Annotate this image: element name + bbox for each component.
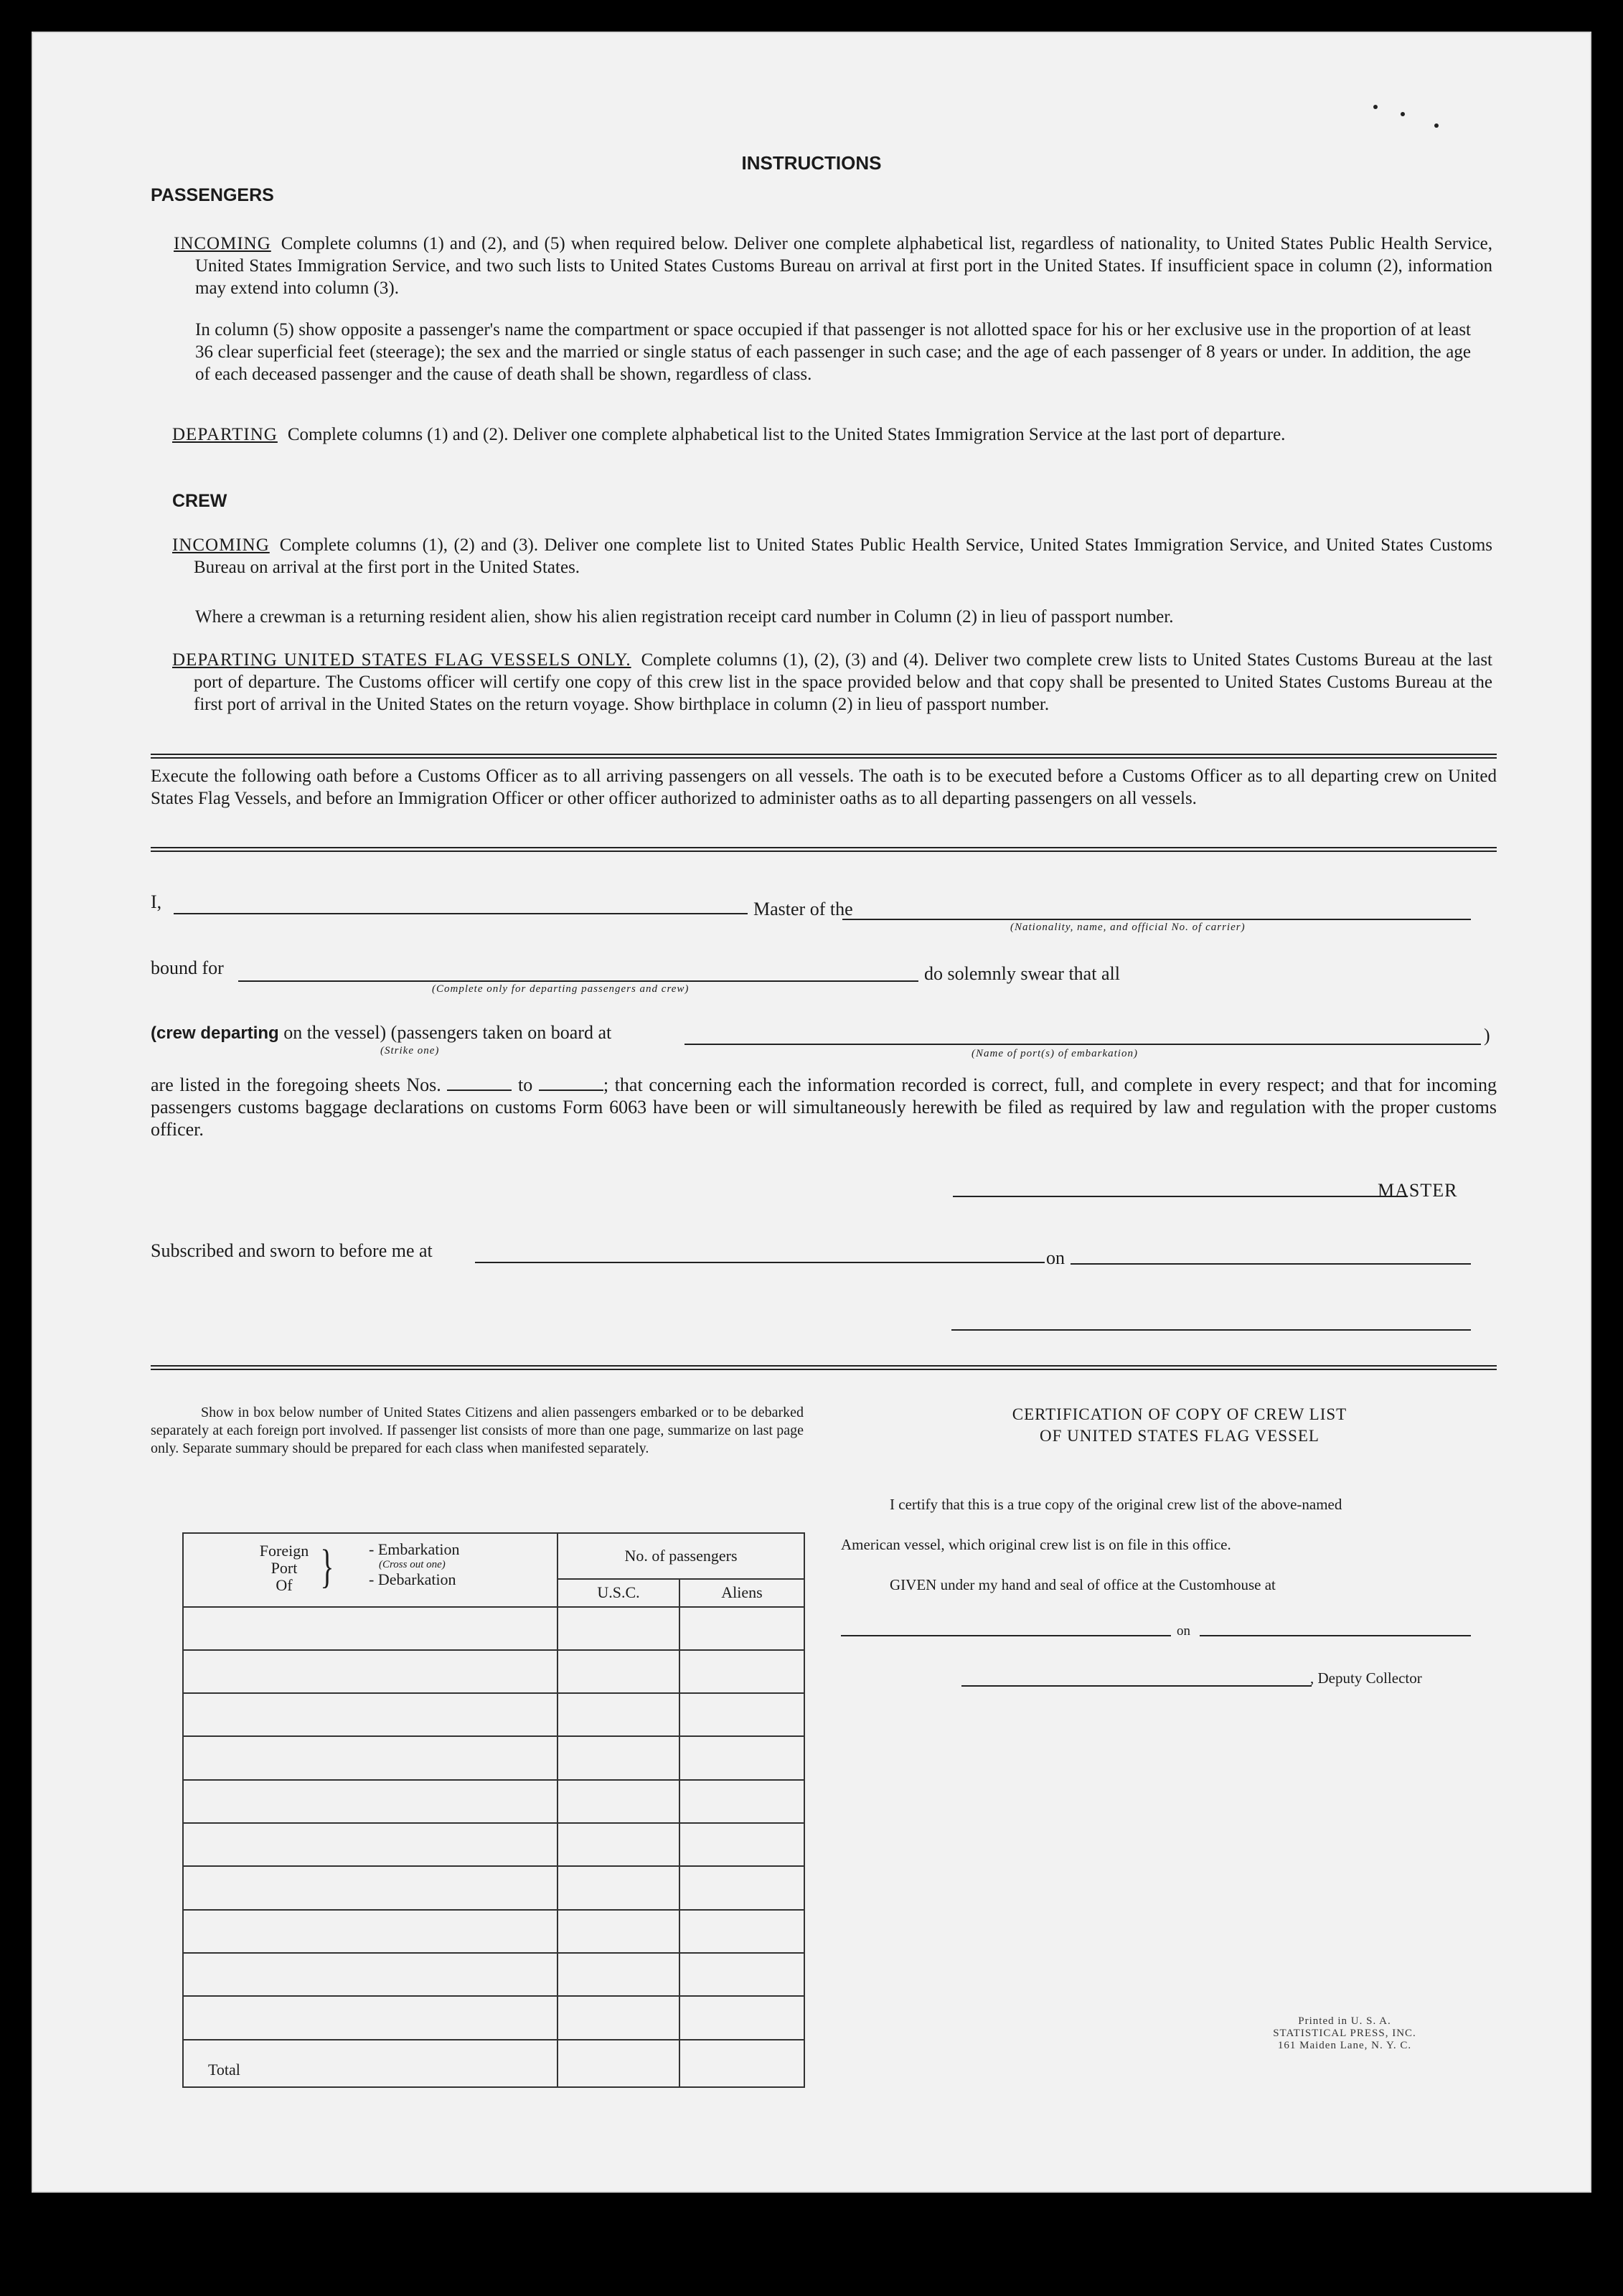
- aliens-cell[interactable]: [679, 1953, 804, 1996]
- deputy-collector-signature-field[interactable]: [961, 1685, 1312, 1687]
- carrier-field[interactable]: [842, 919, 1471, 920]
- crew-departing-label: DEPARTING UNITED STATES FLAG VESSELS ONLY.: [172, 650, 631, 670]
- aliens-header: Aliens: [679, 1579, 804, 1606]
- usc-cell[interactable]: [558, 1910, 679, 1953]
- passengers-heading: PASSENGERS: [151, 185, 274, 205]
- sworn-on-date-field[interactable]: [1071, 1263, 1471, 1265]
- sheets-post-label: ; that concerning each the information recorded is correct, full, and complete in every respect; and that for incoming passengers customs baggage declarations on customs Form 6063 have been or will simultaneously herewith be filed as required by law and regulation with the proper customs officer.: [151, 1074, 1497, 1140]
- print-speck: [1401, 112, 1405, 116]
- summary-note: Show in box below number of United States Citizens and alien passengers embarked or to be debarked separately at each foreign port involved. If passenger list consists of more than one page, summarize on last page only. Separate summary should be prepared for each class when manifested separately.: [151, 1405, 804, 1456]
- passengers-column5-paragraph: In column (5) show opposite a passenger's name the compartment or space occupied if that passenger is not allotted space for his or her exclusive use in the proportion of at least 36 clear superficial feet (steerage); the sex and the married or single status of each passenger in such case; and the age of each passenger of 8 years or under. In addition, the age of each deceased passenger and the cause of death shall be shown, regardless of class.: [195, 320, 1471, 384]
- certify-line2: American vessel, which original crew list is on file in this office.: [841, 1536, 1231, 1553]
- subscribed-label: Subscribed and sworn to before me at: [151, 1240, 433, 1261]
- printer-line1: Printed in U. S. A.: [1298, 2015, 1391, 2027]
- debarkation-option[interactable]: - Debarkation: [369, 1570, 456, 1589]
- certify-line1: I certify that this is a true copy of the original crew list of the above-named: [890, 1496, 1342, 1513]
- sheets-pre-label: are listed in the foregoing sheets Nos.: [151, 1074, 441, 1095]
- port-cell[interactable]: [183, 1953, 558, 1996]
- certification-on-label: on: [1177, 1623, 1190, 1639]
- table-row: [183, 1736, 804, 1779]
- carrier-caption: (Nationality, name, and official No. of carrier): [1010, 922, 1246, 933]
- printer-line2: STATISTICAL PRESS, INC.: [1273, 2028, 1416, 2039]
- port-cell[interactable]: [183, 1780, 558, 1823]
- bound-for-field[interactable]: [238, 980, 918, 982]
- sheets-paragraph: [151, 1074, 1497, 1140]
- port-header-cell: [183, 1533, 558, 1607]
- cross-out-caption: (Cross out one): [379, 1559, 446, 1571]
- port-label: Port: [270, 1559, 298, 1578]
- usc-cell[interactable]: [558, 1607, 679, 1650]
- table-row: [183, 1823, 804, 1866]
- swear-label: do solemnly swear that all: [924, 963, 1120, 984]
- usc-cell[interactable]: [558, 1693, 679, 1736]
- crew-heading: CREW: [172, 491, 227, 511]
- embarkation-port-field[interactable]: [685, 1044, 1481, 1045]
- crew-incoming-paragraph: [172, 534, 1492, 578]
- crew-departing-paragraph: [172, 649, 1492, 716]
- port-cell[interactable]: [183, 1736, 558, 1779]
- crew-incoming-label: INCOMING: [172, 535, 270, 555]
- sworn-at-field[interactable]: [475, 1262, 1045, 1263]
- passengers-departing-label: DEPARTING: [172, 425, 278, 444]
- section-divider: [151, 1365, 1497, 1370]
- table-row: [183, 1693, 804, 1736]
- officer-signature-field[interactable]: [951, 1329, 1471, 1331]
- port-cell[interactable]: [183, 1996, 558, 2039]
- customhouse-field[interactable]: [841, 1635, 1171, 1636]
- total-aliens-cell[interactable]: [679, 2040, 804, 2087]
- table-row: [183, 1866, 804, 1909]
- crew-resident-paragraph: Where a crewman is a returning resident alien, show his alien registration receipt card number in Column (2) in lieu of passport number.: [195, 607, 1174, 627]
- total-label: Total: [183, 2040, 558, 2087]
- port-cell[interactable]: [183, 1693, 558, 1736]
- aliens-cell[interactable]: [679, 1996, 804, 2039]
- port-cell[interactable]: [183, 1910, 558, 1953]
- passengers-incoming-label: INCOMING: [174, 234, 271, 253]
- table-row: [183, 1910, 804, 1953]
- table-row: [183, 1780, 804, 1823]
- port-cell[interactable]: [183, 1823, 558, 1866]
- master-name-field[interactable]: [174, 913, 748, 914]
- print-speck: [1434, 123, 1439, 128]
- passenger-summary-table: [182, 1532, 805, 2088]
- usc-cell[interactable]: [558, 1780, 679, 1823]
- sheets-to-label: to: [518, 1074, 533, 1095]
- sheet-to-field[interactable]: [539, 1090, 603, 1091]
- certification-title-line1: CERTIFICATION OF COPY OF CREW LIST: [1012, 1405, 1347, 1423]
- aliens-cell[interactable]: [679, 1866, 804, 1909]
- crew-departing-text: Complete columns (1), (2), (3) and (4). Deliver two complete crew lists to United States Customs Bureau at the last port of departure. The Customs officer will certify one copy of this crew list in the space provided below and that copy shall be presented to United States Customs Bureau at the first port of arrival in the United States on the return voyage. Show birthplace in column (2) in lieu of passport number.: [194, 650, 1492, 714]
- certification-date-field[interactable]: [1200, 1635, 1471, 1636]
- port-caption: (Name of port(s) of embarkation): [972, 1048, 1138, 1059]
- aliens-cell[interactable]: [679, 1650, 804, 1693]
- instructions-title: INSTRUCTIONS: [741, 152, 882, 174]
- oath-i-label: I,: [151, 891, 162, 912]
- passengers-incoming-text: Complete columns (1) and (2), and (5) when required below. Deliver one complete alphabetical list, regardless of nationality, to United States Public Health Service, United States Immigration Service, and two such lists to United States Customs Bureau on arrival at first port in the United States. If insufficient space in column (2), information may extend into column (3).: [195, 234, 1492, 298]
- usc-cell[interactable]: [558, 1866, 679, 1909]
- usc-cell[interactable]: [558, 1996, 679, 2039]
- strike-one-caption: (Strike one): [380, 1045, 440, 1056]
- bound-for-label: bound for: [151, 957, 224, 978]
- port-cell[interactable]: [183, 1607, 558, 1650]
- form-page: [32, 32, 1591, 2193]
- aliens-cell[interactable]: [679, 1736, 804, 1779]
- aliens-cell[interactable]: [679, 1693, 804, 1736]
- aliens-cell[interactable]: [679, 1780, 804, 1823]
- oath-instruction: Execute the following oath before a Customs Officer as to all arriving passengers on all vessels. The oath is to be executed before a Customs Officer as to all departing crew on United States Flag Vessels, and before an Immigration Officer or other officer authorized to administer oaths as to all departing passengers on all vessels.: [151, 767, 1497, 808]
- sheet-from-field[interactable]: [447, 1090, 512, 1091]
- table-row: [183, 1953, 804, 1996]
- given-line: GIVEN under my hand and seal of office at the Customhouse at: [890, 1576, 1276, 1593]
- embarkation-option[interactable]: - Embarkation: [369, 1540, 460, 1559]
- master-label: MASTER: [1378, 1180, 1458, 1201]
- print-speck: [1373, 105, 1378, 109]
- table-row: [183, 1607, 804, 1650]
- usc-cell[interactable]: [558, 1953, 679, 1996]
- aliens-cell[interactable]: [679, 1910, 804, 1953]
- crew-departing-option[interactable]: [151, 1022, 611, 1044]
- master-signature-field[interactable]: [953, 1196, 1408, 1197]
- usc-cell[interactable]: [558, 1736, 679, 1779]
- table-row: [183, 1650, 804, 1693]
- total-usc-cell[interactable]: [558, 2040, 679, 2087]
- usc-cell[interactable]: [558, 1823, 679, 1866]
- sworn-on-label: on: [1046, 1247, 1065, 1268]
- table-row: [183, 1996, 804, 2039]
- deputy-collector-label: , Deputy Collector: [1310, 1669, 1422, 1687]
- usc-header: U.S.C.: [558, 1579, 679, 1606]
- aliens-cell[interactable]: [679, 1823, 804, 1866]
- port-cell[interactable]: [183, 1650, 558, 1693]
- passengers-departing-paragraph: [172, 423, 1492, 446]
- on-the-vessel-label: on the vessel): [283, 1022, 387, 1043]
- passengers-departing-text: Complete columns (1) and (2). Deliver one complete alphabetical list to the United States Immigration Service at the last port of departure.: [287, 425, 1286, 444]
- foreign-label: Foreign: [259, 1542, 309, 1560]
- close-paren: ): [1484, 1025, 1490, 1046]
- passengers-taken-label: (passengers taken on board at: [390, 1022, 612, 1043]
- master-of-the-label: Master of the: [753, 899, 853, 919]
- crew-incoming-text: Complete columns (1), (2) and (3). Deliver one complete list to United States Public Health Service, United States Immigration Service, and United States Customs Bureau on arrival at the first port in the United States.: [194, 535, 1492, 577]
- certification-title-line2: OF UNITED STATES FLAG VESSEL: [1040, 1427, 1319, 1445]
- no-passengers-header: No. of passengers: [558, 1533, 804, 1579]
- aliens-cell[interactable]: [679, 1607, 804, 1650]
- brace-icon: }: [320, 1540, 334, 1593]
- usc-cell[interactable]: [558, 1650, 679, 1693]
- section-divider: [151, 847, 1497, 852]
- port-cell[interactable]: [183, 1866, 558, 1909]
- passengers-incoming-paragraph: [174, 233, 1492, 299]
- of-label: Of: [276, 1576, 293, 1595]
- printer-imprint: [1223, 2015, 1467, 2052]
- printer-line3: 161 Maiden Lane, N. Y. C.: [1277, 2040, 1412, 2051]
- crew-departing-label: (crew departing: [151, 1023, 279, 1043]
- section-divider: [151, 754, 1497, 759]
- bound-for-caption: (Complete only for departing passengers and crew): [432, 983, 690, 995]
